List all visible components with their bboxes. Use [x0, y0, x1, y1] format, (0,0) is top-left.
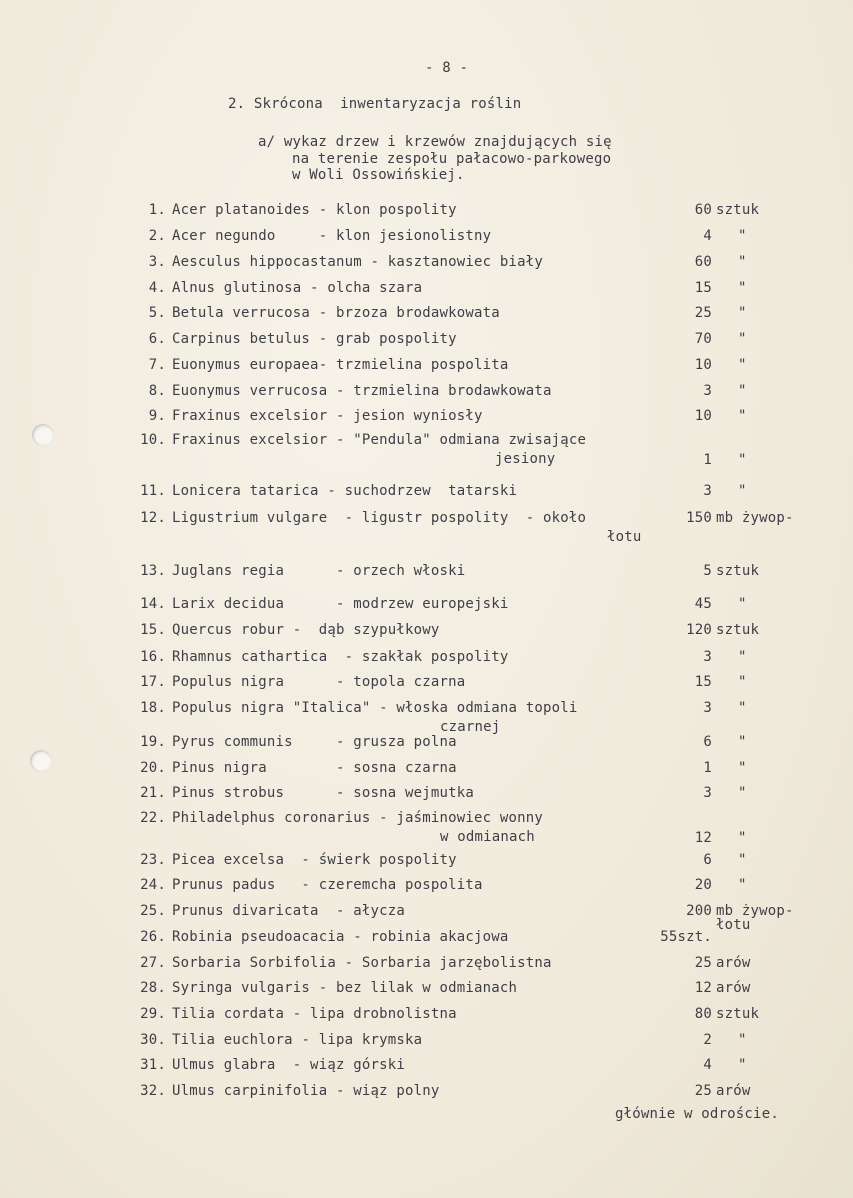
item-species: Rhamnus cathartica - szakłak pospolity	[172, 649, 509, 665]
item-unit: arów	[716, 1083, 751, 1099]
item-count: 15	[694, 280, 712, 296]
item-unit: "	[738, 852, 747, 868]
item-count: 1	[703, 452, 712, 468]
item-number: 7.	[148, 357, 166, 373]
item-count: 10	[694, 357, 712, 373]
item-number: 21.	[140, 785, 166, 801]
punch-hole-top	[32, 424, 54, 446]
item-count: 15	[694, 674, 712, 690]
punch-hole-bottom	[30, 750, 52, 772]
item-number: 32.	[140, 1083, 166, 1099]
item-number: 10.	[140, 432, 166, 448]
item-unit: "	[738, 383, 747, 399]
item-number: 13.	[140, 563, 166, 579]
item-species: Prunus padus - czeremcha pospolita	[172, 877, 483, 893]
item-species-continuation: łotu	[607, 529, 642, 545]
item-number: 26.	[140, 929, 166, 945]
item-unit: arów	[716, 955, 751, 971]
item-species: Fraxinus excelsior - "Pendula" odmiana zwisające	[172, 432, 587, 448]
item-species: Robinia pseudoacacia - robinia akacjowa	[172, 929, 509, 945]
item-unit: arów	[716, 980, 751, 996]
item-species: Pinus strobus - sosna wejmutka	[172, 785, 475, 801]
item-count: 12	[694, 980, 712, 996]
item-count: 25	[694, 305, 712, 321]
item-species: Alnus glutinosa - olcha szara	[172, 280, 423, 296]
item-number: 31.	[140, 1057, 166, 1073]
item-count: 10	[694, 408, 712, 424]
item-number: 9.	[148, 408, 166, 424]
item-species: Pyrus communis - grusza polna	[172, 734, 457, 750]
item-species: Aesculus hippocastanum - kasztanowiec biały	[172, 254, 544, 270]
item-species: Prunus divaricata - ałycza	[172, 903, 405, 919]
item-unit: "	[738, 483, 747, 499]
item-species: Ulmus glabra - wiąz górski	[172, 1057, 405, 1073]
item-unit: "	[738, 649, 747, 665]
item-unit: "	[738, 1057, 747, 1073]
item-species: Betula verrucosa - brzoza brodawkowata	[172, 305, 500, 321]
item-number: 20.	[140, 760, 166, 776]
item-unit: "	[738, 760, 747, 776]
footnote: głównie w odroście.	[615, 1106, 779, 1122]
item-count: 6	[703, 852, 712, 868]
page-number: - 8 -	[425, 60, 469, 76]
item-species: Ulmus carpinifolia - wiąz polny	[172, 1083, 440, 1099]
item-species: Lonicera tatarica - suchodrzew tatarski	[172, 483, 518, 499]
item-count: 5	[703, 563, 712, 579]
section-title: 2. Skrócona inwentaryzacja roślin	[228, 96, 522, 112]
item-count: 60	[694, 202, 712, 218]
item-unit: łotu	[716, 917, 751, 933]
item-unit: mb żywop-	[716, 903, 794, 919]
item-number: 1.	[148, 202, 166, 218]
item-species: Ligustrium vulgare - ligustr pospolity - około	[172, 510, 587, 526]
item-count: 6	[703, 734, 712, 750]
item-number: 2.	[148, 228, 166, 244]
item-number: 12.	[140, 510, 166, 526]
item-species: Pinus nigra - sosna czarna	[172, 760, 457, 776]
item-number: 23.	[140, 852, 166, 868]
item-number: 27.	[140, 955, 166, 971]
item-species: Acer negundo - klon jesionolistny	[172, 228, 492, 244]
item-unit: "	[738, 305, 747, 321]
item-number: 3.	[148, 254, 166, 270]
item-number: 30.	[140, 1032, 166, 1048]
item-unit: "	[738, 674, 747, 690]
item-unit: "	[738, 254, 747, 270]
item-number: 22.	[140, 810, 166, 826]
item-species: Philadelphus coronarius - jaśminowiec wonny	[172, 810, 544, 826]
item-unit: "	[738, 877, 747, 893]
item-count: 2	[703, 1032, 712, 1048]
item-species-continuation: czarnej	[440, 719, 501, 735]
item-count: 3	[703, 700, 712, 716]
item-count: 1	[703, 760, 712, 776]
item-number: 5.	[148, 305, 166, 321]
item-number: 6.	[148, 331, 166, 347]
item-species: Syringa vulgaris - bez lilak w odmianach	[172, 980, 518, 996]
item-species: Tilia euchlora - lipa krymska	[172, 1032, 423, 1048]
item-count: 80	[694, 1006, 712, 1022]
item-species: Picea excelsa - świerk pospolity	[172, 852, 457, 868]
item-count: 3	[703, 383, 712, 399]
subtitle-line: w Woli Ossowińskiej.	[292, 167, 465, 183]
item-count: 45	[694, 596, 712, 612]
item-count: 25	[694, 1083, 712, 1099]
item-count: 150	[686, 510, 712, 526]
item-species: Populus nigra - topola czarna	[172, 674, 466, 690]
item-count: 60	[694, 254, 712, 270]
item-count: 4	[703, 228, 712, 244]
item-number: 28.	[140, 980, 166, 996]
item-species: Euonymus verrucosa - trzmielina brodawkowata	[172, 383, 552, 399]
item-unit: "	[738, 357, 747, 373]
item-unit: mb żywop-	[716, 510, 794, 526]
item-unit: "	[738, 408, 747, 424]
item-species: Carpinus betulus - grab pospolity	[172, 331, 457, 347]
item-number: 4.	[148, 280, 166, 296]
item-species: Tilia cordata - lipa drobnolistna	[172, 1006, 457, 1022]
item-number: 8.	[148, 383, 166, 399]
item-species: Juglans regia - orzech włoski	[172, 563, 466, 579]
item-count: 3	[703, 483, 712, 499]
item-unit: sztuk	[716, 563, 760, 579]
item-unit: "	[738, 452, 747, 468]
item-unit: "	[738, 596, 747, 612]
item-count: 200	[686, 903, 712, 919]
item-count: 120	[686, 622, 712, 638]
item-number: 25.	[140, 903, 166, 919]
item-species: Populus nigra "Italica" - włoska odmiana topoli	[172, 700, 578, 716]
item-unit: "	[738, 734, 747, 750]
subtitle-line: na terenie zespołu pałacowo-parkowego	[292, 151, 612, 167]
item-count: 4	[703, 1057, 712, 1073]
item-number: 18.	[140, 700, 166, 716]
item-species: Larix decidua - modrzew europejski	[172, 596, 509, 612]
item-species: Fraxinus excelsior - jesion wyniosły	[172, 408, 483, 424]
item-number: 24.	[140, 877, 166, 893]
item-species: Euonymus europaea- trzmielina pospolita	[172, 357, 509, 373]
item-unit: sztuk	[716, 1006, 760, 1022]
item-unit: sztuk	[716, 202, 760, 218]
item-count: 12	[694, 830, 712, 846]
item-unit: sztuk	[716, 622, 760, 638]
item-count: 25	[694, 955, 712, 971]
item-species-continuation: w odmianach	[440, 829, 535, 845]
item-unit: "	[738, 785, 747, 801]
item-species: Sorbaria Sorbifolia - Sorbaria jarzębolistna	[172, 955, 552, 971]
item-number: 14.	[140, 596, 166, 612]
item-number: 11.	[140, 483, 166, 499]
item-number: 16.	[140, 649, 166, 665]
item-count: 3	[703, 785, 712, 801]
item-unit: "	[738, 830, 747, 846]
item-unit: "	[738, 700, 747, 716]
subtitle-line: a/ wykaz drzew i krzewów znajdujących się	[258, 134, 612, 150]
item-unit: "	[738, 228, 747, 244]
item-count: 20	[694, 877, 712, 893]
item-unit: "	[738, 1032, 747, 1048]
item-unit: "	[738, 280, 747, 296]
item-unit: "	[738, 331, 747, 347]
item-number: 17.	[140, 674, 166, 690]
item-species: Acer platanoides - klon pospolity	[172, 202, 457, 218]
item-count: 3	[703, 649, 712, 665]
item-number: 19.	[140, 734, 166, 750]
item-count: 55szt.	[660, 929, 712, 945]
item-number: 29.	[140, 1006, 166, 1022]
item-species: Quercus robur - dąb szypułkowy	[172, 622, 440, 638]
item-number: 15.	[140, 622, 166, 638]
item-species-continuation: jesiony	[495, 451, 556, 467]
item-count: 70	[694, 331, 712, 347]
